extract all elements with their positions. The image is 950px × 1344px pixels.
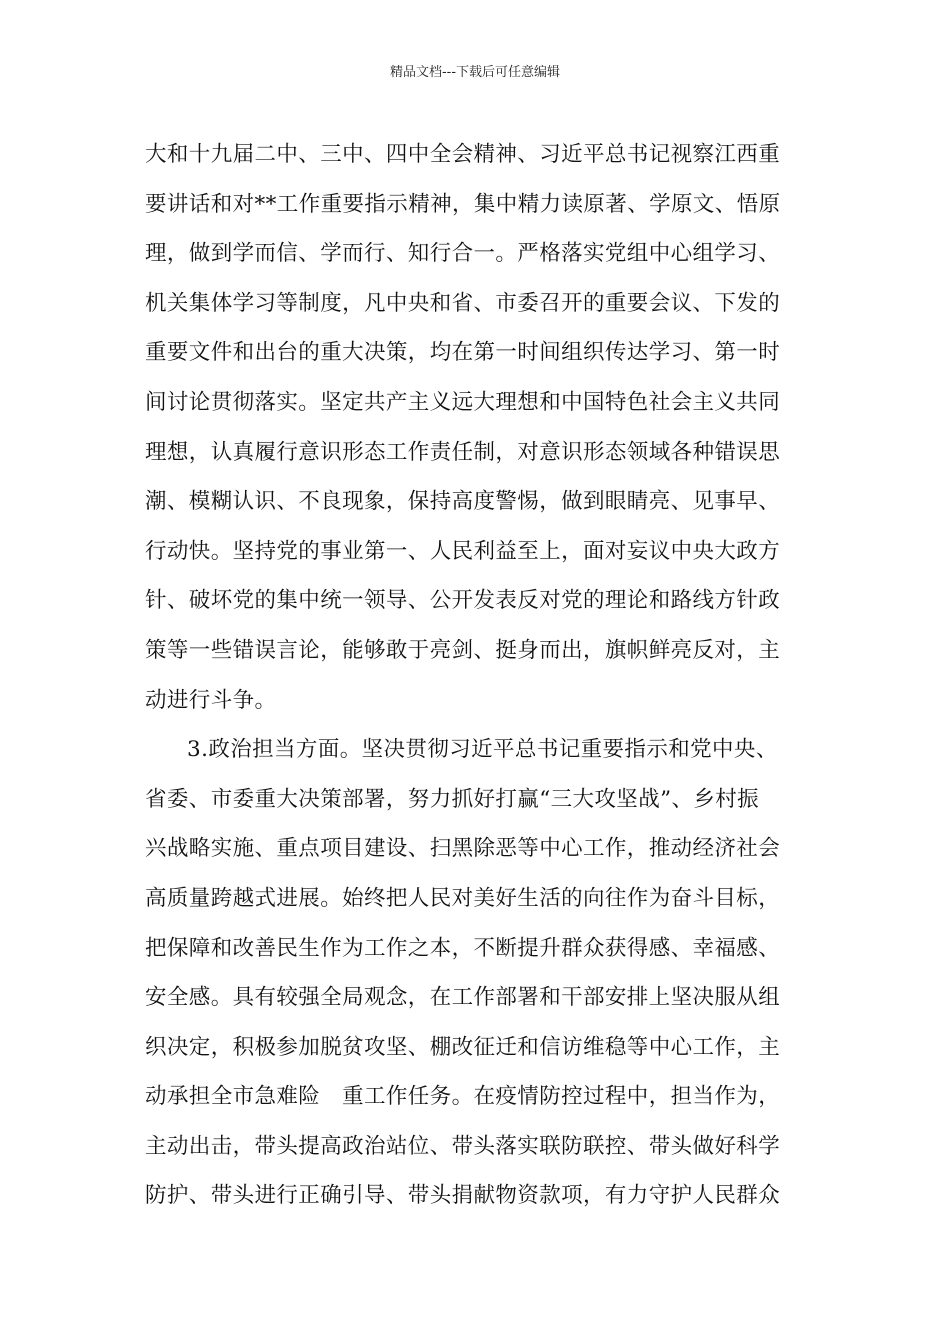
paragraph-line: 高质量跨越式进展。始终把人民对美好生活的向往作为奋斗目标， [145,885,781,911]
paragraph-line: 理，做到学而信、学而行、知行合一。严格落实党组中心组学习、 [145,241,781,267]
paragraph-line: 策等一些错误言论，能够敢于亮剑、挺身而出，旗帜鲜亮反对，主 [145,637,781,663]
page-header: 精品文档---下载后可任意编辑 [389,65,561,80]
paragraph-line: 行动快。坚持党的事业第一、人民利益至上，面对妄议中央大政方 [145,538,781,564]
paragraph-line: 针、破坏党的集中统一领导、公开发表反对党的理论和路线方针政 [145,588,781,614]
paragraph-line: 动承担全市急难险 重工作任务。在疫情防控过程中，担当作为， [145,1084,781,1110]
paragraph-line: 主动出击，带头提高政治站位、带头落实联防联控、带头做好科学 [145,1133,781,1159]
paragraph-line: 重要文件和出台的重大决策，均在第一时间组织传达学习、第一时 [145,340,781,366]
paragraph-line: 兴战略实施、重点项目建设、扫黑除恶等中心工作，推动经济社会 [145,836,781,862]
paragraph-2 [145,725,809,1221]
paragraph-line: 潮、模糊认识、不良现象，保持高度警惕，做到眼睛亮、见事早、 [145,489,781,515]
paragraph-line: 3.政治担当方面。坚决贯彻习近平总书记重要指示和党中央、 [187,737,778,763]
paragraph-line: 安全感。具有较强全局观念，在工作部署和干部安排上坚决服从组 [145,985,781,1011]
paragraph-line: 省委、市委重大决策部署，努力抓好打赢“三大攻坚战”、乡村振 [145,786,760,812]
paragraph-line: 大和十九届二中、三中、四中全会精神、习近平总书记视察江西重 [145,142,781,167]
paragraph-line: 动进行斗争。 [145,687,277,713]
paragraph-line: 防护、带头进行正确引导、带头捐献物资款项，有力守护人民群众 [145,1183,781,1209]
paragraph-line: 要讲话和对**工作重要指示精神，集中精力读原著、学原文、悟原 [145,191,781,217]
paragraph-line: 理想，认真履行意识形态工作责任制，对意识形态领域各种错误思 [145,439,781,465]
paragraph-1 [145,130,809,725]
paragraph-line: 把保障和改善民生作为工作之本，不断提升群众获得感、幸福感、 [145,935,781,961]
paragraph-line: 织决定，积极参加脱贫攻坚、棚改征迁和信访维稳等中心工作，主 [145,1034,781,1060]
paragraph-line: 间讨论贯彻落实。坚定共产主义远大理想和中国特色社会主义共同 [145,389,781,415]
paragraph-line: 机关集体学习等制度，凡中央和省、市委召开的重要会议、下发的 [145,290,781,316]
document-body [145,130,809,1221]
